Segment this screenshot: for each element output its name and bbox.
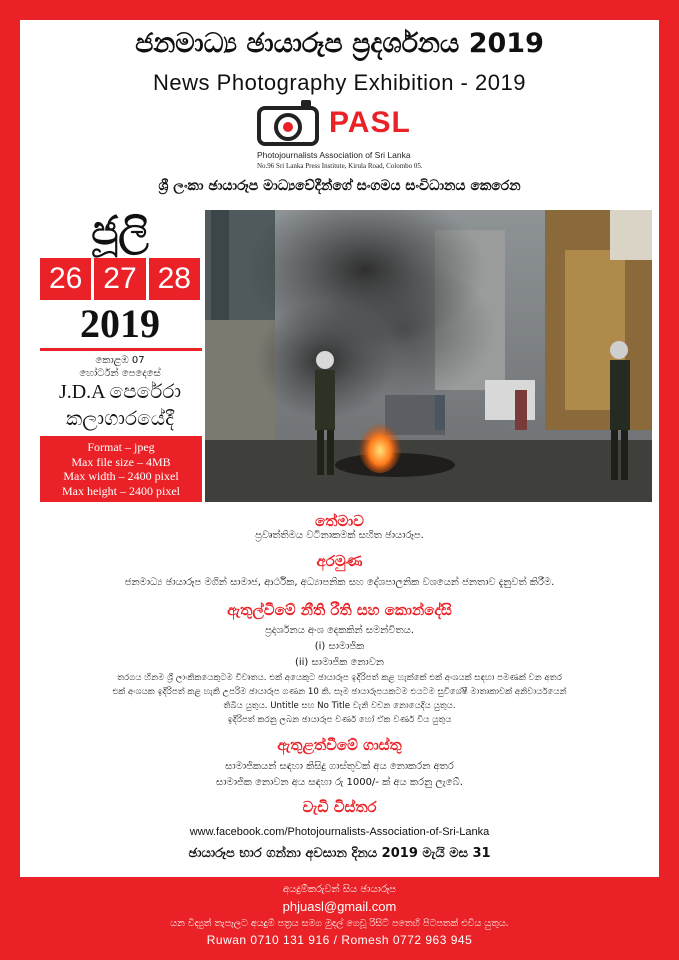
association-address: No.96 Sri Lanka Press Institute, Kirula Road, Colombo 05. [257,162,423,170]
rules-paragraph: ඉදිරිපත් කරනු ලබන ඡායාරූප වර්ණ හෝ ඒක වර්ණ විය යුතුය [227,715,452,725]
date-box: 27 [94,258,145,300]
association-name: Photojournalists Association of Sri Lanka [257,150,411,160]
date-box: 28 [149,258,200,300]
footer-line: අයදුම්කරුවන් සිය ඡායාරූප [282,884,397,895]
fee-text: සාමාජික නොවන අය සඳහා රු 1000/- ක් අය කරනු ලැබේ. [216,777,463,788]
pasl-logo [257,104,427,176]
event-year: 2019 [80,301,160,346]
objective-text: ජනමාධ්‍ය ඡායාරූප මගින් සාමාජ, ආර්ථික, අධ්‍යාපනික සහ දේශපාලනික වශයෙන් ජනතාව දැනුවත් කිරීම. [124,577,555,588]
venue-line: කොළඹ 07 [95,355,145,366]
rules-heading: ඇතුල්වීමේ නීති රීති සහ කොන්දේසි [227,601,452,619]
rules-paragraph: තිබිය යුතුය. Untitle සහ No Title වැනි වචන නොයෙදිය යුතුය. [223,701,456,711]
event-month: ජූලි [91,208,149,254]
deadline-text: ඡායාරූප භාර ගන්නා අවසාන දිනය 2019 මැයි මස 31 [188,846,491,861]
venue-line: හෝර්ටන් පෙදෙසේ [79,368,161,379]
footer-contacts: Ruwan 0710 131 916 / Romesh 0772 963 945 [206,933,473,947]
footer-line: යන විද්‍යුත් තැපෑලට අයදුම් පත්‍රය සමග මුදල් ගෙවූ රිසිට් පතෙහි පිටපතක් එවිය යුතුය. [170,918,509,929]
footer-email[interactable]: phjuasl@gmail.com [282,899,397,914]
title-english: News Photography Exhibition - 2019 [153,70,526,95]
camera-icon [257,106,319,146]
poster-panel [20,20,659,877]
rules-item: (ii) සාමාජික නොවන [294,657,385,668]
rules-intro: ප්‍රදර්ශනය අංශ දෙකකින් සමන්විතය. [265,625,414,636]
venue-name: J.D.A පෙරේරා [58,381,182,403]
facebook-link[interactable]: www.facebook.com/Photojournalists-Association-of-Sri-Lanka [189,826,490,838]
file-specs-box [40,436,202,502]
spec-file-size: Max file size – 4MB [71,454,171,469]
spec-format: Format – jpeg [87,440,155,454]
rules-paragraph: එක් අංශයක ඉදිරිපත් කළ හැකි උපරිම ඡායාරූප ගණන 10 කි. සෑම ඡායාරූපයකටම එයටම සුවිශේෂී මාතෘකාවක් අනිවාර්යයෙන් [112,687,567,697]
fee-heading: ඇතුළත්වීමේ ගාස්තු [277,736,402,754]
fee-text: සාමාජිකයන් සඳහා කිසිදු ගාස්තුවක් අය නොකරන අතර [225,761,454,772]
logo-text: PASL [329,106,411,139]
title-sinhala: ජනමාධ්‍ය ඡායාරූප ප්‍රදර්ශනය 2019 [135,28,544,59]
objective-heading: අරමුණ [316,552,363,570]
date-box: 26 [40,258,91,300]
rules-paragraph: තරගය හිනම ශ්‍රී ලාංකිකයෙකුටම විවෘතය. එක් අයෙකුට ඡායාරූප ඉදිරිපත් කළ හැක්කේ එක් අංශයක් සඳහා පමණක් වන අතර [117,673,562,683]
theme-text: ප්‍රවෘත්තිමය වටිනාකමක් සහිත ඡායාරූප. [255,530,424,541]
theme-heading: තේමාව [315,512,364,530]
more-info-heading: වැඩි විස්තර [302,798,377,816]
spec-height: Max height – 2400 pixel [62,483,180,498]
news-photo [205,210,652,502]
venue-name-suffix: කලාගාරයේදී [66,406,174,430]
spec-width: Max width – 2400 pixel [63,469,179,483]
event-dates [40,258,200,300]
organizer-line: ශ්‍රී ලංකා ඡායාරූප මාධ්‍යවේදීන්ගේ සංගමය සංවිධානය කෙරෙන [158,178,521,194]
divider [40,348,202,351]
rules-item: (i) සාමාජික [314,641,365,652]
